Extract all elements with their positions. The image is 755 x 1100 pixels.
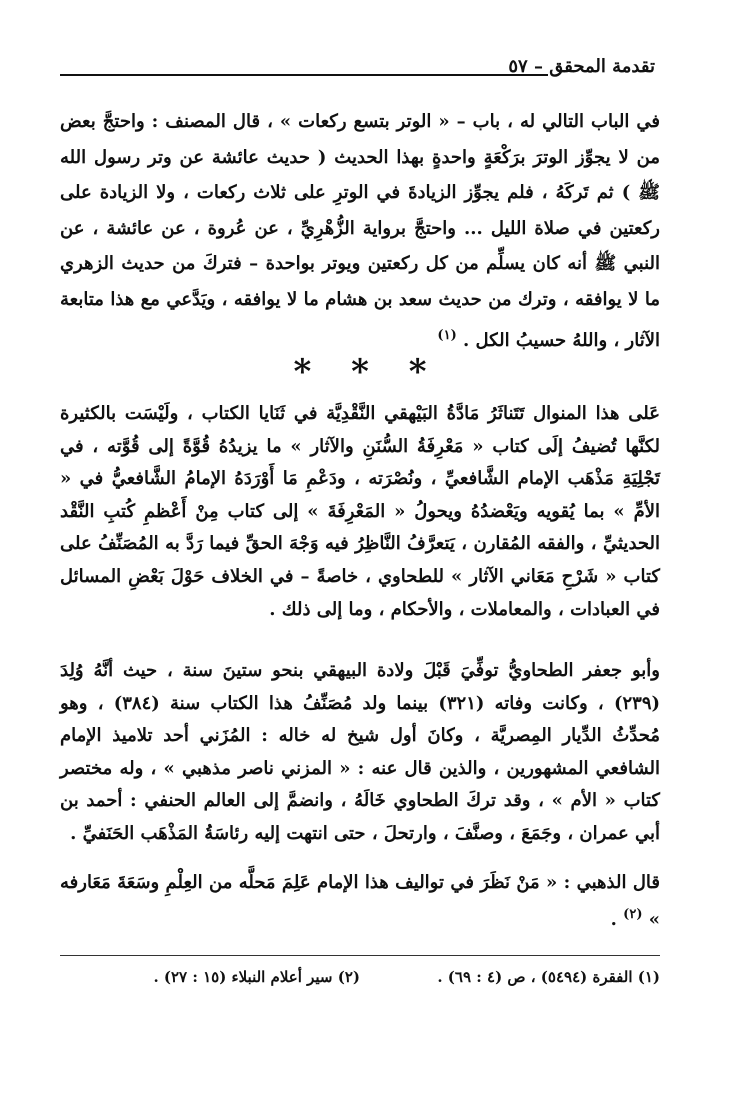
- footnote-ref-2: (٢): [623, 907, 643, 922]
- footnote-1: (١) الفقرة (٥٤٩٤) ، ص (٤ : ٦٩) .: [437, 968, 660, 986]
- header-title: تقدمة المحقق – ٥٧: [508, 56, 655, 77]
- paragraph-3-text: وأبو جعفر الطحاويُّ توفِّيَ قَبْلَ ولادة البيهقي بنحو ستينَ سنة ، حيث أنَّهُ وُلِدَ (٢٣٩) ، وكانت وفاته (٣٢١) بينما ولد مُصَنِّفُ هذا الكتاب سنة (٣٨٤) ، وهو مُحدِّثُ الدِّيار المِصريَّة ، وكانَ أول شيخ له خاله : المُزَني أحد تلاميذ الإمام الشافعي المشهورين ، والذين قال عنه : « المزني ناصر مذهبي » ، وله مختصر كتاب « الأم » ، وقد تركَ الطحاوي خَالَهُ ، وانضمَّ إلى العالم الحنفي : أحمد بن أبي عمران ، وجَمَعَ ، وصنَّفَ ، وارتحلَ ، حتى انتهت إليه رئاسَةُ المَذْهَب الحَنَفيِّ .: [60, 660, 661, 844]
- footnote-ref-1: (١): [437, 327, 457, 343]
- paragraph-2-text: عَلى هذا المنوال تَتَناثَرُ مَادَّةُ البَيْهقي النَّقْدِيَّة في ثَنَايا الكتاب ، ولَيْسَت بالكثيرة لكنَّها تُضيفُ إلَى كتاب « مَعْرِفَةُ السُّنَنِ والآثار » ما يزيدُهُ قُوَّةً إلى قُوَّته ، في تَجْلِيَةِ مَذْهَب الإمام الشَّافعيِّ ، ونُصْرَته ، ودَعْمِ مَا أَوْرَدَهُ الإمامُ الشَّافعيُّ في « الأمِّ » بما يُقويه ويَعْضدُهُ ويحولُ « المَعْرِفَةَ » إلى كتاب مِنْ أَعْظمِ كُتبِ النَّقْد الحديثيِّ ، والفقه المُقارن ، يَتعرَّفُ النَّاظِرُ فيه وَجْهَ الحقِّ فيما رَدَّ به المُصَنِّفُ على كتاب « شَرْحِ مَعَاني الآثار » للطحاوي ، خاصةً – في الخلاف حَوْلَ بَعْضِ المسائل في العبادات ، والمعاملات ، والأحكام ، وما إلى ذلك .: [60, 403, 660, 620]
- paragraph-4-end: .: [610, 909, 617, 930]
- running-header: [60, 52, 655, 88]
- header-rule: [60, 74, 548, 76]
- paragraph-4-text: قال الذهبي : « مَنْ نَظَرَ في تواليف هذا الإمام عَلِمَ مَحلَّه من العِلْمِ وسَعَةَ مَعَارفه »: [60, 872, 660, 930]
- paragraph-4: [60, 867, 660, 936]
- footnote-rule: [60, 955, 660, 956]
- footnote-2: (٢) سير أعلام النبلاء (١٥ : ٢٧) .: [153, 968, 360, 986]
- paragraph-1: [60, 104, 660, 358]
- paragraph-1-text: في الباب التالي له ، باب – « الوتر بتسع ركعات » ، قال المصنف : واحتجَّ بعض من لا يجوِّز الوترَ برَكْعَةٍ واحدةٍ بهذا الحديث ( حديث عائشة عن وتر رسول الله ﷺ ) ثم تَركَهُ ، فلم يجوِّز الزيادةَ في الوترِ على ثلاث ركعات ، ولا الزيادة على ركعتين في صلاة الليل ... واحتجَّ برواية الزُّهْرِيِّ ، عن عُروة ، عن عائشة ، عن النبي ﷺ أنه كان يسلِّم من كل ركعتين ويوتر بواحدة – فتركَ من حديث الزهري ما لا يوافقه ، وترك من حديث سعد بن هشام ما لا يوافقه ، ويَدَّعي مع هذا متابعة الآثار ، واللهُ حسيبُ الكل .: [60, 111, 660, 351]
- paragraph-3: [60, 655, 660, 850]
- section-separator-stars: * * *: [293, 352, 427, 392]
- paragraph-2: [60, 398, 660, 626]
